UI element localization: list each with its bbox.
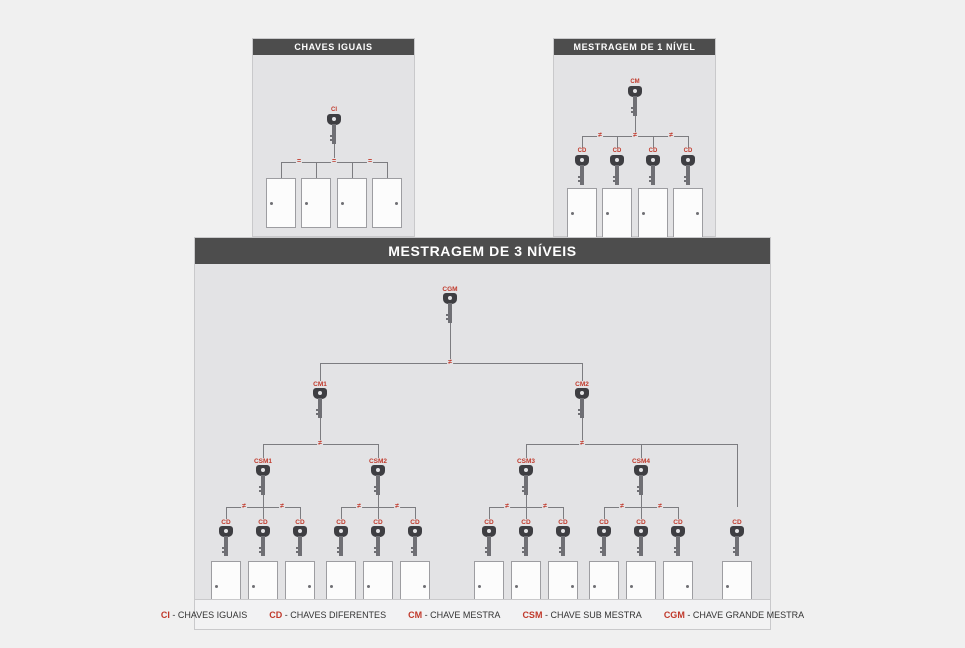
key-label-cd: CD [732, 519, 742, 526]
key-label-cd: CD [521, 519, 531, 526]
door-icon [638, 188, 668, 238]
key-icon-cd [646, 155, 660, 185]
connector [489, 507, 490, 519]
key-icon-cd [681, 155, 695, 185]
key-icon-csm2 [371, 465, 385, 495]
connector [617, 136, 618, 148]
key-label-cm1: CM1 [313, 381, 327, 388]
key-icon-ci [327, 114, 341, 144]
marker-diff: ≠ [505, 503, 509, 510]
key-icon-cd [371, 526, 385, 556]
marker-diff: ≠ [598, 132, 602, 139]
marker-equal: = [296, 158, 302, 165]
legend-text-cm: - CHAVE MESTRA [424, 609, 501, 620]
connector [263, 507, 264, 519]
connector [387, 162, 388, 178]
marker-diff: ≠ [580, 440, 584, 447]
legend-text-cd: - CHAVES DIFERENTES [284, 609, 387, 620]
key-icon-cd [634, 526, 648, 556]
panel-body-mestragem-1-nivel [554, 55, 715, 236]
legend-abbr-csm: CSM [522, 609, 543, 620]
connector [526, 495, 527, 507]
key-label-csm4: CSM4 [631, 458, 651, 465]
legend-item-cgm [664, 610, 804, 620]
marker-diff: ≠ [633, 132, 637, 139]
connector [688, 136, 689, 148]
panel-chaves-iguais [252, 38, 415, 237]
connector [226, 507, 227, 519]
marker-diff: ≠ [395, 503, 399, 510]
key-icon-cd [730, 526, 744, 556]
connector [378, 507, 379, 519]
connector [320, 363, 321, 381]
connector [563, 507, 564, 519]
connector [653, 136, 654, 148]
key-label-ci: CI [331, 107, 337, 113]
marker-diff: ≠ [543, 503, 547, 510]
key-icon-cm1 [313, 388, 327, 418]
key-icon-cd [671, 526, 685, 556]
key-icon-csm3 [519, 465, 533, 495]
key-icon-cd [482, 526, 496, 556]
connector [582, 136, 583, 148]
key-label-cd: CD [577, 148, 587, 154]
key-label-cd: CD [599, 519, 609, 526]
key-icon-cd [610, 155, 624, 185]
key-label-cm: CM [630, 79, 640, 85]
connector [263, 444, 264, 458]
legend-abbr-cm: CM [408, 609, 423, 620]
connector [526, 444, 737, 445]
key-icon-cd [334, 526, 348, 556]
key-icon-cgm [443, 293, 457, 323]
key-icon-cd [575, 155, 589, 185]
door-icon [266, 178, 296, 228]
key-icon-cd [519, 526, 533, 556]
connector [300, 507, 301, 519]
panel-body-chaves-iguais [253, 55, 414, 236]
key-label-cd: CD [636, 519, 646, 526]
legend [160, 599, 805, 629]
door-icon [602, 188, 632, 238]
key-icon-cm2 [575, 388, 589, 418]
key-icon-cd [219, 526, 233, 556]
key-label-csm2: CSM2 [368, 458, 388, 465]
connector [737, 444, 738, 507]
marker-equal: = [367, 158, 373, 165]
marker-diff: ≠ [620, 503, 624, 510]
key-label-cd: CD [683, 148, 693, 154]
connector [526, 444, 527, 458]
connector [641, 495, 642, 507]
key-label-cd: CD [258, 519, 268, 526]
key-label-csm1: CSM1 [253, 458, 273, 465]
key-icon-cd [556, 526, 570, 556]
key-label-cm2: CM2 [575, 381, 589, 388]
key-label-cd: CD [410, 519, 420, 526]
panel-mestragem-3-niveis [160, 237, 805, 630]
marker-diff: ≠ [357, 503, 361, 510]
door-icon [372, 178, 402, 228]
key-label-csm3: CSM3 [516, 458, 536, 465]
key-label-cd: CD [558, 519, 568, 526]
marker-diff: ≠ [280, 503, 284, 510]
key-icon-cm [628, 86, 642, 116]
key-label-cd: CD [295, 519, 305, 526]
key-icon-cd [293, 526, 307, 556]
connector [263, 495, 264, 507]
connector [604, 507, 605, 519]
key-label-cd: CD [221, 519, 231, 526]
legend-text-cgm: - CHAVE GRANDE MESTRA [687, 609, 805, 620]
door-icon [567, 188, 597, 238]
connector [641, 507, 642, 519]
connector [378, 444, 379, 458]
panel-mestragem-1-nivel [553, 38, 716, 237]
key-icon-cd [256, 526, 270, 556]
door-icon [301, 178, 331, 228]
key-icon-csm4 [634, 465, 648, 495]
panel-title-mestragem-3-niveis: MESTRAGEM DE 3 NÍVEIS [195, 238, 770, 264]
key-icon-cd [597, 526, 611, 556]
connector [450, 323, 451, 363]
key-label-cd: CD [336, 519, 346, 526]
connector [641, 444, 642, 458]
key-label-cd: CD [673, 519, 683, 526]
key-icon-csm1 [256, 465, 270, 495]
key-label-cgm: CGM [442, 286, 458, 293]
key-label-cd: CD [484, 519, 494, 526]
connector [678, 507, 679, 519]
connector [582, 363, 583, 381]
key-icon-cd [408, 526, 422, 556]
marker-diff: ≠ [658, 503, 662, 510]
legend-abbr-cgm: CGM [663, 609, 685, 620]
legend-text-ci: - CHAVES IGUAIS [172, 609, 248, 620]
panel-title-chaves-iguais: CHAVES IGUAIS [253, 39, 414, 55]
marker-diff: ≠ [242, 503, 246, 510]
legend-item-cd [269, 610, 386, 620]
panel-body-mestragem-3-niveis [160, 264, 805, 629]
key-label-cd: CD [648, 148, 658, 154]
connector [352, 162, 353, 178]
key-label-cd: CD [373, 519, 383, 526]
marker-diff: ≠ [318, 440, 322, 447]
connector [415, 507, 416, 519]
door-icon [337, 178, 367, 228]
panel-title-mestragem-1-nivel: MESTRAGEM DE 1 NÍVEL [554, 39, 715, 55]
legend-text-csm: - CHAVE SUB MESTRA [544, 609, 642, 620]
legend-abbr-ci: CI [160, 609, 170, 620]
connector [316, 162, 317, 178]
marker-equal: = [331, 158, 337, 165]
key-label-cd: CD [612, 148, 622, 154]
legend-abbr-cd: CD [269, 609, 283, 620]
connector [341, 507, 342, 519]
marker-diff: ≠ [669, 132, 673, 139]
marker-diff: ≠ [448, 359, 452, 366]
connector [281, 162, 282, 178]
connector [526, 507, 527, 519]
door-icon [673, 188, 703, 238]
legend-item-csm [522, 610, 641, 620]
connector [378, 495, 379, 507]
legend-item-ci [161, 610, 247, 620]
legend-item-cm [408, 610, 500, 620]
